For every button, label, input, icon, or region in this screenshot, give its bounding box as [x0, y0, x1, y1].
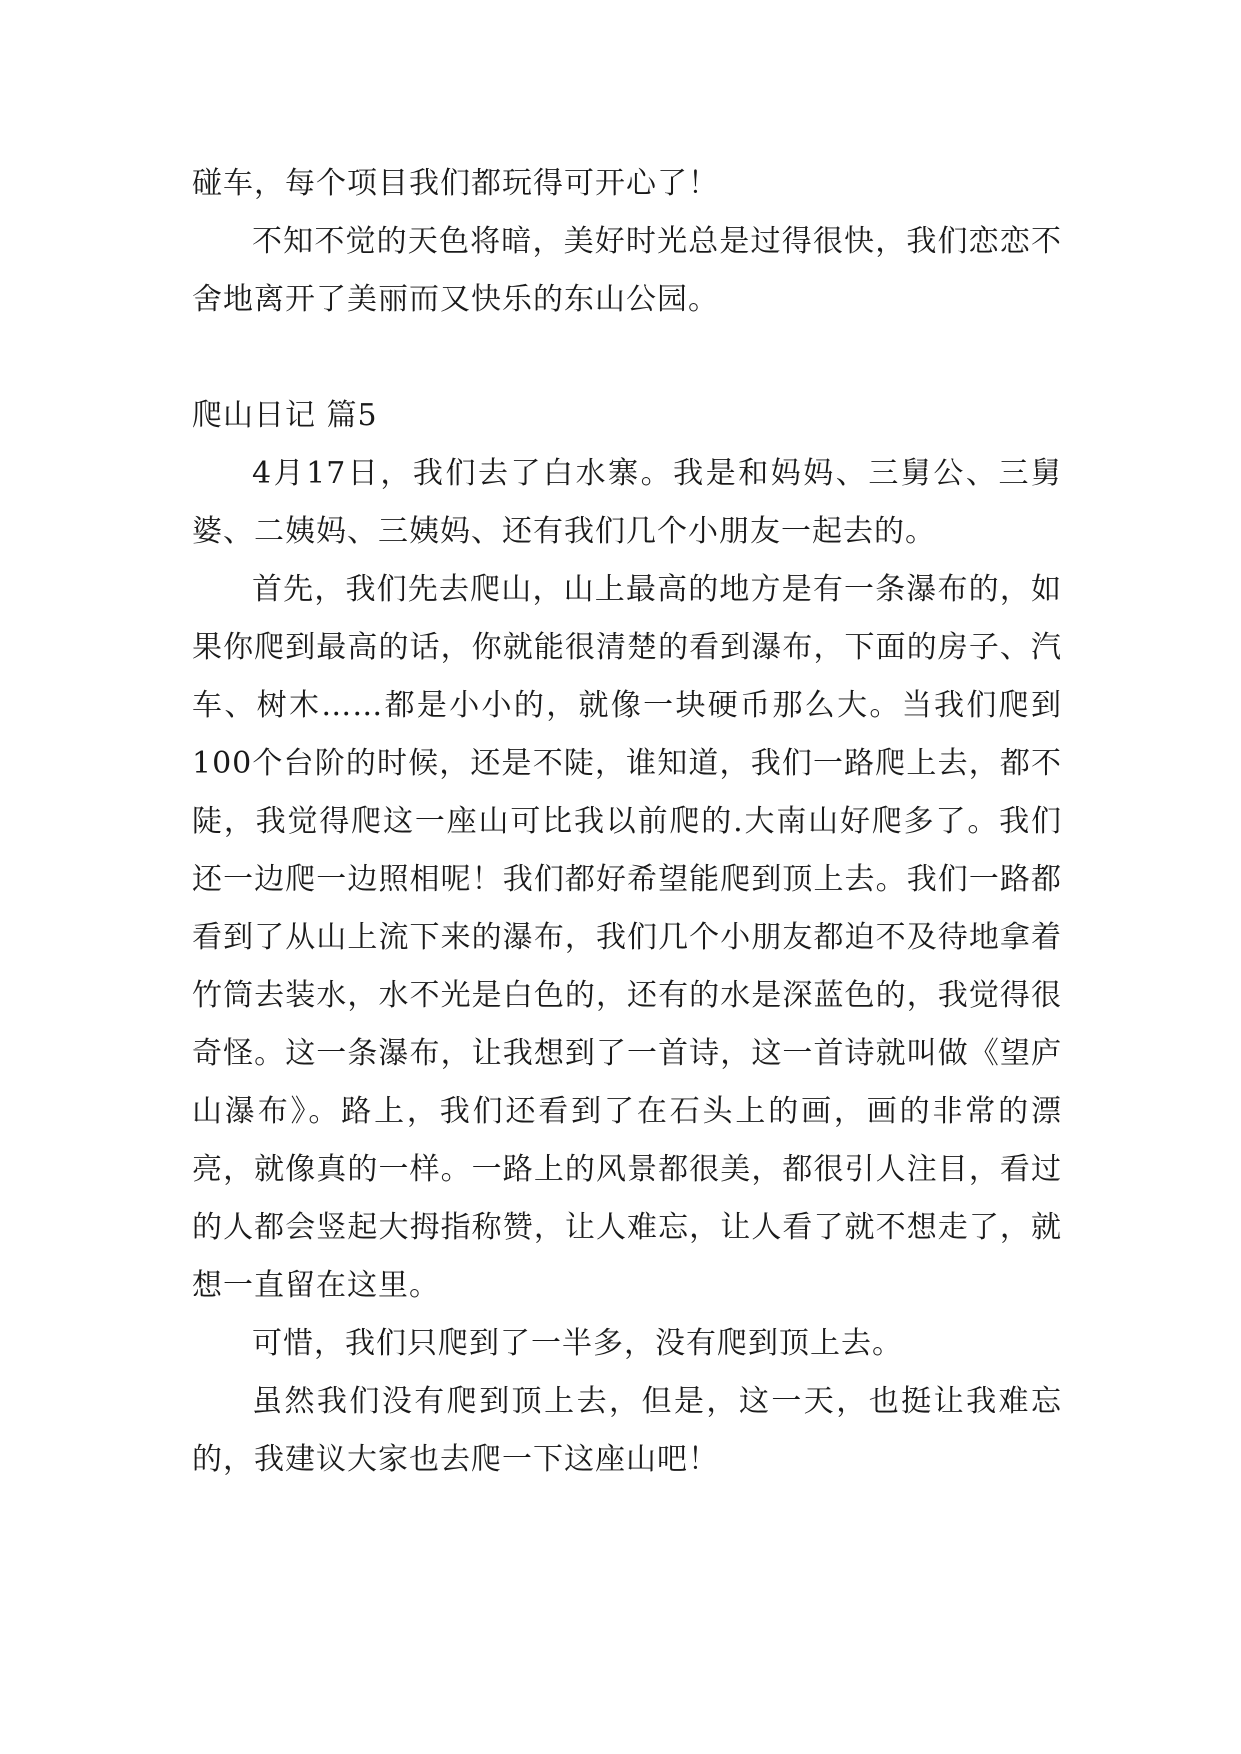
document-body: [192, 155, 1062, 1489]
paragraph-intro: 4月17日，我们去了白水寨。我是和妈妈、三舅公、三舅婆、二姨妈、三姨妈、还有我们几个小朋友一起去的。: [192, 456, 1062, 549]
paragraph-regret: 可惜，我们只爬到了一半多，没有爬到顶上去。: [252, 1326, 903, 1361]
section-heading: 爬山日记 篇5: [192, 398, 378, 433]
paragraph-ending: 不知不觉的天色将暗，美好时光总是过得很快，我们恋恋不舍地离开了美丽而又快乐的东山公园。: [192, 224, 1062, 317]
paragraph-climb: 首先，我们先去爬山，山上最高的地方是有一条瀑布的，如果你爬到最高的话，你就能很清楚的看到瀑布，下面的房子、汽车、树木……都是小小的，就像一块硬币那么大。当我们爬到100个台阶的时候，还是不陡，谁知道，我们一路爬上去，都不陡，我觉得爬这一座山可比我以前爬的.大南山好爬多了。我们还一边爬一边照相呢！我们都好希望能爬到顶上去。我们一路都看到了从山上流下来的瀑布，我们几个小朋友都迫不及待地拿着竹筒去装水，水不光是白色的，还有的水是深蓝色的，我觉得很奇怪。这一条瀑布，让我想到了一首诗，这一首诗就叫做《望庐山瀑布》。路上，我们还看到了在石头上的画，画的非常的漂亮，就像真的一样。一路上的风景都很美，都很引人注目，看过的人都会竖起大拇指称赞，让人难忘，让人看了就不想走了，就想一直留在这里。: [192, 572, 1062, 1303]
paragraph-conclusion: 虽然我们没有爬到顶上去，但是，这一天，也挺让我难忘的，我建议大家也去爬一下这座山吧！: [192, 1384, 1062, 1477]
paragraph-continued: 碰车，每个项目我们都玩得可开心了！: [192, 166, 719, 201]
